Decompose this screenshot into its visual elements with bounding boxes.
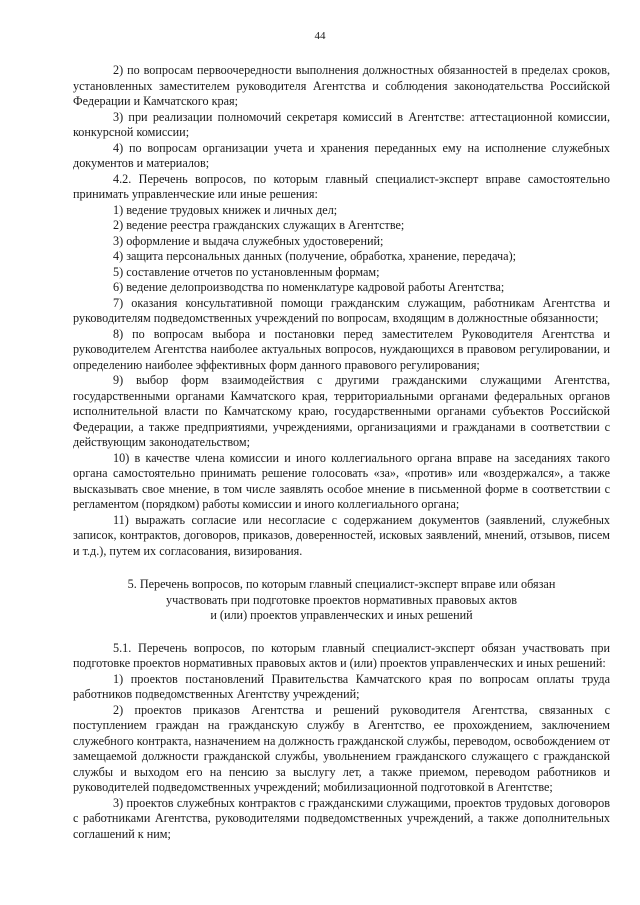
page-number: 44: [314, 30, 326, 42]
paragraph: 9) выбор форм взаимодействия с другими гражданскими служащими Агентства, государственными органами Камчатского края, территориальными органами федеральных органов исполнительной власти по Камчатскому краю, государственными органами субъектов Российской Федерации, а также предприятиями, учреждениями, организациями и гражданами в соответствии с действующим законодательством;: [73, 373, 610, 449]
paragraph: 6) ведение делопроизводства по номенклатуре кадровой работы Агентства;: [113, 280, 505, 294]
paragraph: 5.1. Перечень вопросов, по которым главный специалист-эксперт обязан участвовать при подготовке проектов нормативных правовых актов и (или) проектов управленческих и иных решений:: [73, 640, 610, 670]
paragraph: 1) проектов постановлений Правительства Камчатского края по вопросам оплаты труда работников подведомственных Агентству учреждений;: [73, 671, 610, 701]
document-body: [73, 63, 610, 842]
section-heading-line: 5. Перечень вопросов, по которым главный специалист-эксперт вправе или обязан: [127, 577, 556, 591]
section-heading-line: и (или) проектов управленческих и иных решений: [210, 608, 473, 622]
paragraph: 4.2. Перечень вопросов, по которым главный специалист-эксперт вправе самостоятельно принимать управленческие или иные решения:: [73, 171, 610, 201]
paragraph: 8) по вопросам выбора и постановки перед заместителем Руководителя Агентства и руководителем Агентства наиболее актуальных вопросов, нуждающихся в правовом регулировании, и определению наиболее эффективных форм данного правового регулирования;: [73, 326, 610, 372]
paragraph: 7) оказания консультативной помощи гражданским служащим, работникам Агентства и руководителям подведомственных учреждений по вопросам, входящим в должностные обязанности;: [73, 295, 610, 325]
paragraph: 4) по вопросам организации учета и хранения переданных ему на исполнение служебных документов и материалов;: [73, 140, 610, 170]
paragraph: 3) при реализации полномочий секретаря комиссий в Агентстве: аттестационной комиссии, конкурсной комиссии;: [73, 109, 610, 139]
paragraph: 2) ведение реестра гражданских служащих в Агентстве;: [113, 218, 405, 232]
paragraph: 3) проектов служебных контрактов с гражданскими служащими, проектов трудовых договоров с работниками Агентства, руководителями подведомственных учреждений, а также дополнительных соглашений к ним;: [73, 795, 610, 841]
paragraph: 1) ведение трудовых книжек и личных дел;: [113, 202, 338, 217]
paragraph: 2) по вопросам первоочередности выполнения должностных обязанностей в пределах сроков, установленных заместителем руководителя Агентства и соблюдения законодательства Российской Федерации и Камчатского края;: [73, 63, 610, 108]
paragraphs-before: [73, 63, 610, 559]
paragraph: 10) в качестве члена комиссии и иного коллегиального органа вправе на заседаниях такого органа самостоятельно принимать решение голосовать «за», «против» или «воздержался», а также высказывать свое мнение, в том числе заявлять особое мнение в письменной форме в соответствии с регламентом (порядком) работы комиссии и иного коллегиального органа;: [73, 450, 610, 511]
paragraph: 5) составление отчетов по установленным формам;: [113, 264, 380, 279]
paragraph: 2) проектов приказов Агентства и решений руководителя Агентства, связанных с поступлением граждан на гражданскую службу в Агентство, ее прохождением, заключением служебного контракта, назначением на должность гражданской службы, переводом, освобождением от замещаемой должности гражданской службы, увольнением гражданского служащего с гражданской службы и выходом его на пенсию за выслугу лет, а также приемом, переводом работников и руководителей подведомственных учреждений; мобилизационной подготовкой в Агентстве;: [73, 702, 610, 794]
paragraph: 3) оформление и выдача служебных удостоверений;: [113, 233, 384, 248]
section-heading-line: участвовать при подготовке проектов нормативных правовых актов: [166, 592, 517, 607]
paragraph: 11) выражать согласие или несогласие с содержанием документов (заявлений, служебных записок, контрактов, договоров, приказов, доверенностей, исковых заявлений, мнений, отзывов, писем и т.д.), путем их согласования, визирования.: [73, 512, 610, 558]
paragraph: 4) защита персональных данных (получение, обработка, хранение, передача);: [113, 249, 517, 263]
paragraphs-after: [73, 641, 610, 843]
section-heading: [73, 577, 610, 624]
